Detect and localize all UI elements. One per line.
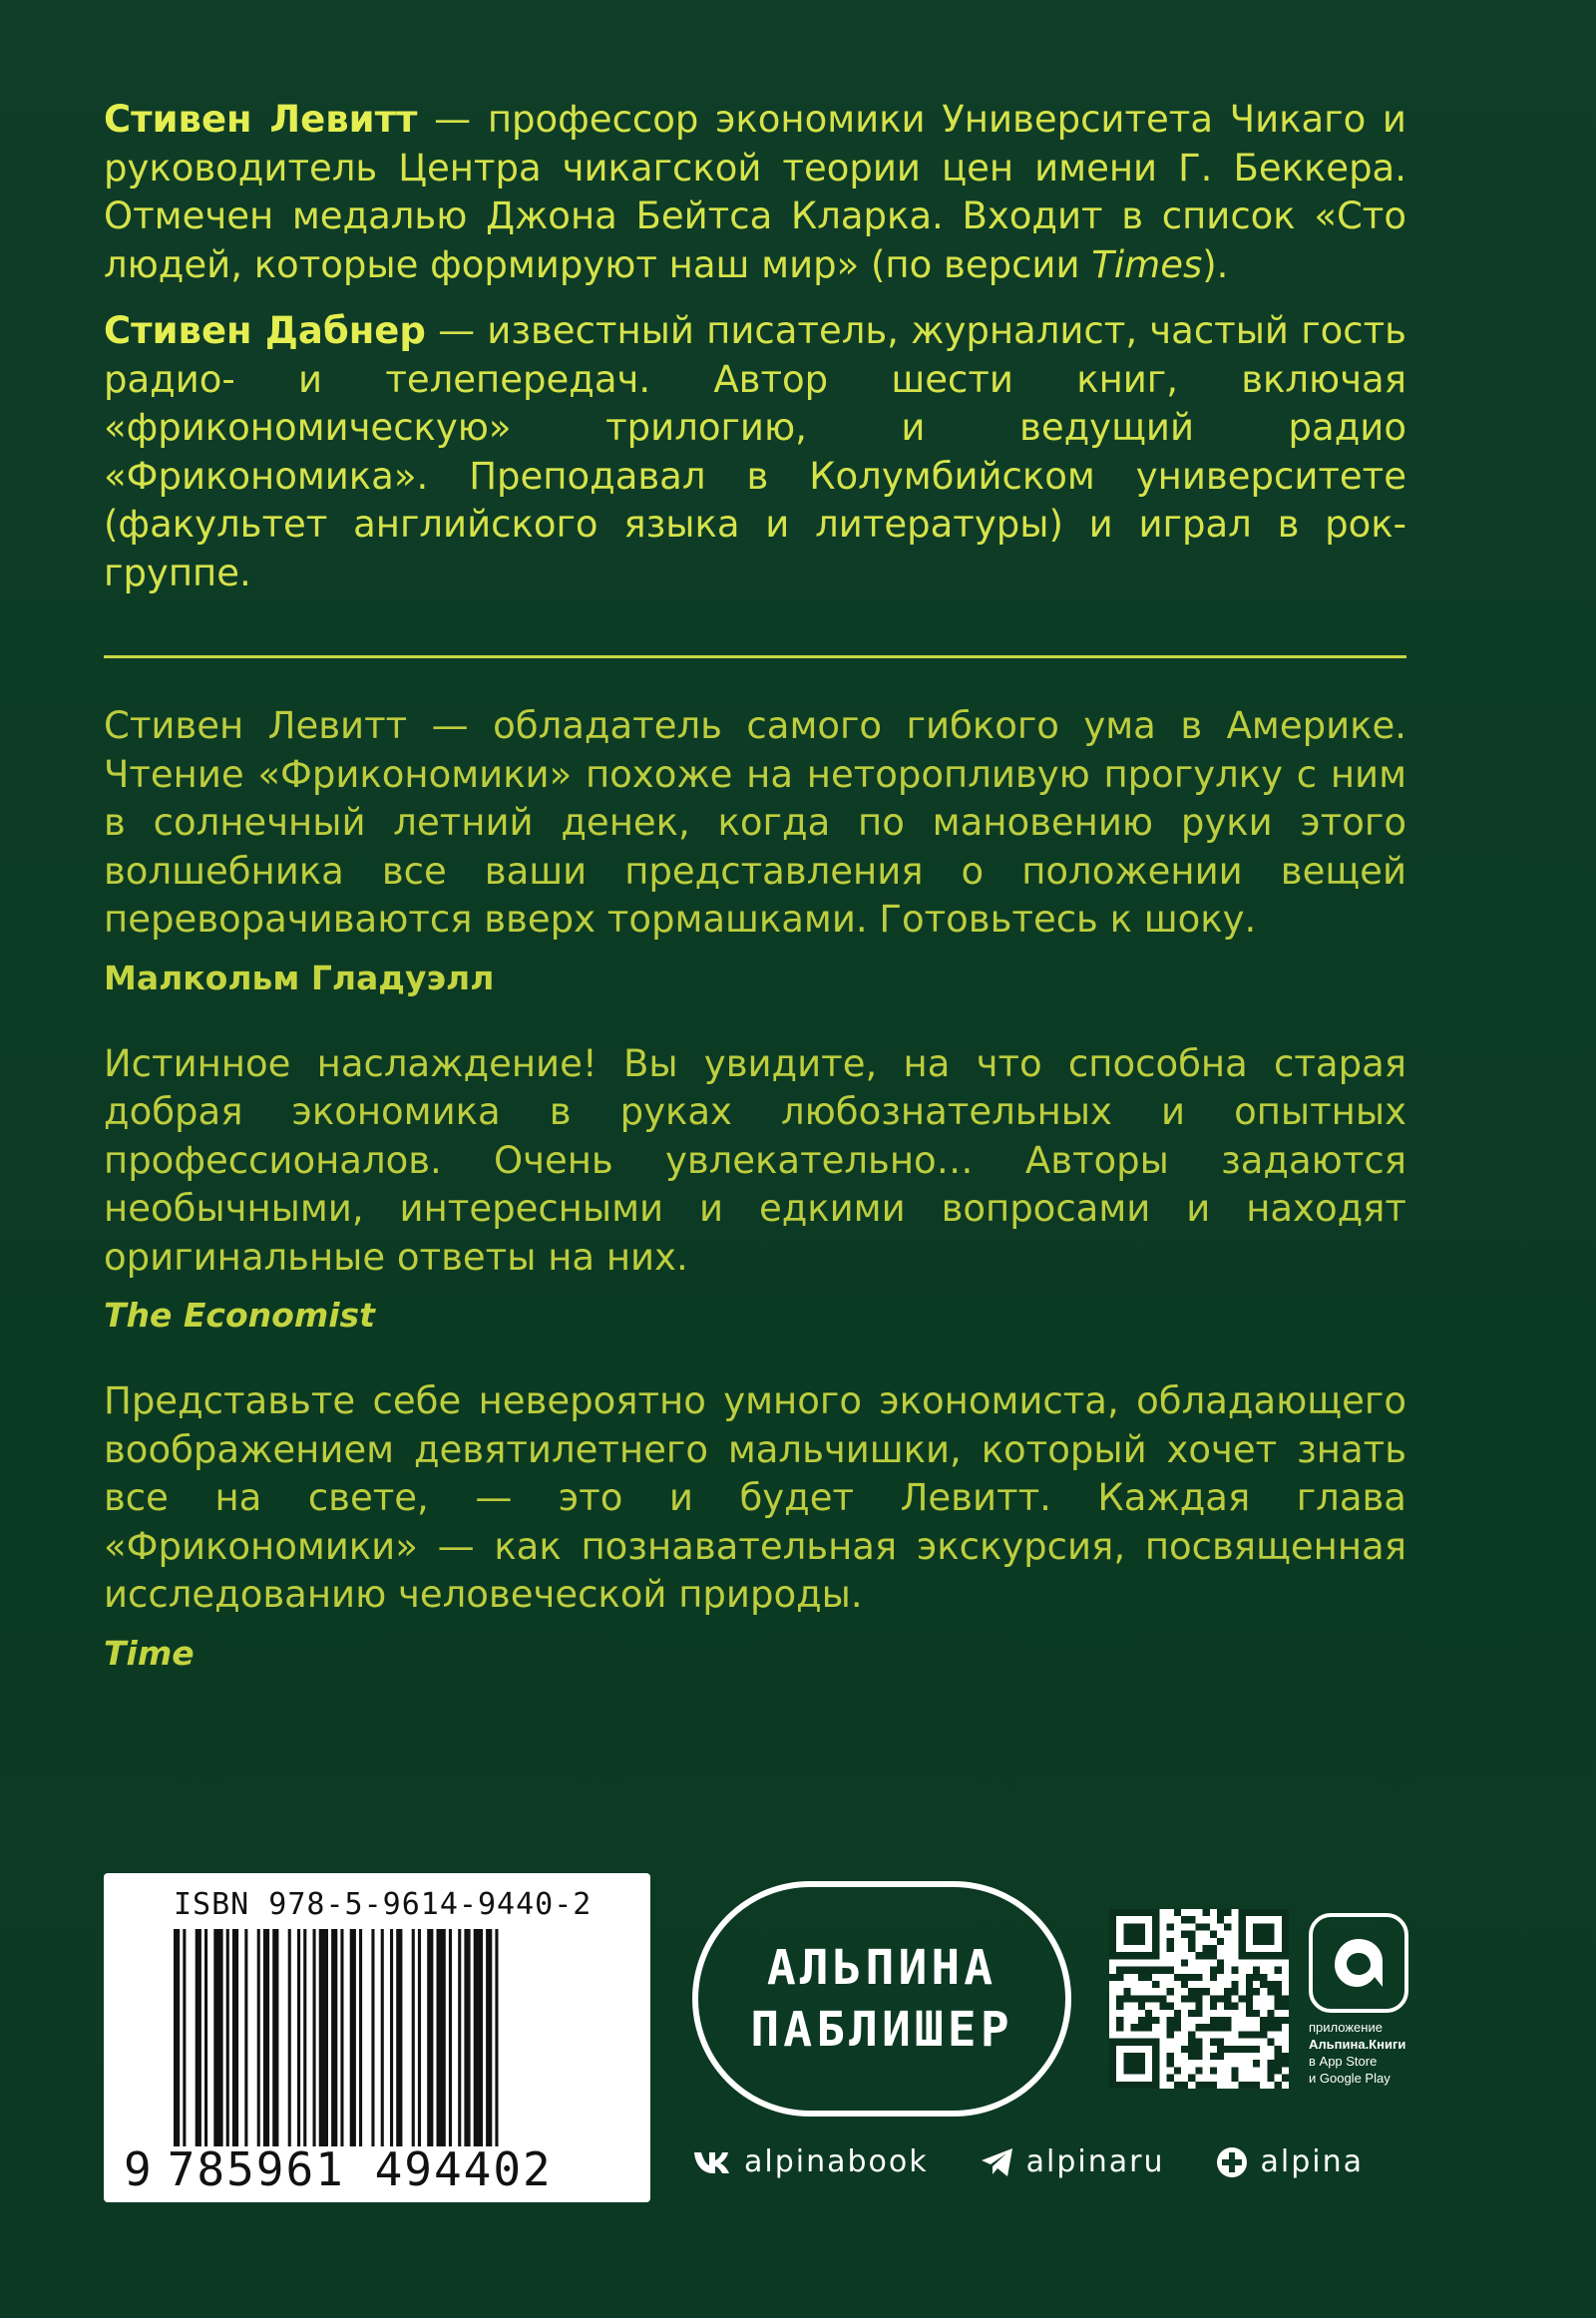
social-vk-label: alpinabook — [744, 2144, 929, 2179]
qr-module — [1138, 2017, 1145, 2024]
qr-module — [1138, 1967, 1145, 1974]
qr-code — [1109, 1909, 1289, 2089]
qr-module — [1217, 1995, 1224, 2002]
qr-module — [1210, 2053, 1217, 2060]
qr-module — [1267, 2067, 1274, 2074]
plus-circle-icon — [1216, 2146, 1248, 2178]
qr-module — [1145, 2017, 1152, 2024]
barcode-bar — [458, 1929, 461, 2146]
qr-module — [1217, 1967, 1224, 1974]
qr-module — [1282, 2053, 1289, 2060]
alpina-app-icon — [1327, 1931, 1391, 1995]
qr-module — [1195, 2046, 1202, 2053]
app-caption-line2: Альпина.Книги — [1309, 2037, 1406, 2052]
qr-module — [1152, 1967, 1159, 1974]
qr-module — [1188, 2053, 1195, 2060]
qr-module — [1275, 2053, 1282, 2060]
qr-module — [1174, 1909, 1181, 1916]
qr-module — [1210, 2024, 1217, 2031]
app-logo-icon — [1309, 1913, 1408, 2013]
quote-source-time: Time — [104, 1633, 195, 1673]
qr-module — [1253, 1988, 1260, 1995]
qr-module — [1260, 2017, 1267, 2024]
qr-module — [1116, 1995, 1123, 2002]
barcode-bar — [437, 1929, 446, 2146]
qr-module — [1188, 1995, 1195, 2002]
qr-module — [1195, 2067, 1202, 2074]
qr-module — [1188, 2039, 1195, 2046]
qr-module — [1188, 1945, 1195, 1952]
quote-gladwell: Стивен Левитт — обладатель самого гибкого ума в Америке. Чтение «Фрикономики» похоже на неторопливую прогулку с ним в солнечный летний денек, когда по мановению руки этого волшебника все ваши представления о положении вещей переворачиваются вверх тормашками. Готовьтесь к шоку. — [104, 704, 1406, 941]
qr-module — [1188, 2075, 1195, 2082]
bio-levitt-tail: ). — [1202, 242, 1229, 286]
qr-module — [1174, 2082, 1181, 2089]
qr-module — [1131, 1967, 1138, 1974]
ean-lead-digit: 9 — [124, 2142, 154, 2196]
qr-module — [1253, 1967, 1260, 1974]
qr-module — [1231, 1988, 1238, 1995]
barcode-bar — [418, 1929, 421, 2146]
barcode-bar — [174, 1929, 180, 2146]
barcode-bar — [313, 1929, 316, 2146]
qr-module — [1253, 1974, 1260, 1981]
qr-module — [1260, 1981, 1267, 1988]
qr-module — [1145, 2024, 1152, 2031]
qr-module — [1239, 2082, 1246, 2089]
qr-module — [1217, 1959, 1224, 1966]
qr-module — [1267, 2024, 1274, 2031]
bio-dubner — [104, 307, 1406, 597]
ean-number: 785961 494402 — [167, 2142, 553, 2196]
qr-module — [1145, 1967, 1152, 1974]
qr-module — [1267, 1988, 1274, 1995]
qr-module — [1188, 1988, 1195, 1995]
qr-module — [1217, 2017, 1224, 2024]
qr-module — [1123, 1967, 1130, 1974]
qr-module — [1217, 2024, 1224, 2031]
qr-module — [1246, 1988, 1253, 1995]
qr-module — [1217, 2046, 1224, 2053]
qr-module — [1275, 2060, 1282, 2067]
qr-module — [1159, 1995, 1166, 2002]
social-vk[interactable] — [692, 2144, 929, 2179]
quote-source-gladwell: Малкольм Гладуэлл — [104, 958, 495, 997]
qr-module — [1116, 1967, 1123, 1974]
qr-module — [1267, 2075, 1274, 2082]
qr-module — [1188, 2010, 1195, 2017]
qr-module — [1246, 2046, 1253, 2053]
barcode-bar — [371, 1929, 374, 2146]
qr-module — [1224, 2017, 1231, 2024]
qr-module — [1267, 2060, 1274, 2067]
barcode-bar — [412, 1929, 415, 2146]
qr-module — [1217, 1938, 1224, 1945]
qr-module — [1282, 2003, 1289, 2010]
barcode-bar — [359, 1929, 362, 2146]
barcode-bar — [244, 1929, 247, 2146]
qr-module — [1260, 1974, 1267, 1981]
qr-module — [1224, 1923, 1231, 1930]
telegram-icon — [981, 2147, 1014, 2177]
qr-module — [1203, 1909, 1210, 1916]
bio-levitt — [104, 96, 1406, 289]
qr-module — [1138, 2024, 1145, 2031]
social-telegram[interactable] — [981, 2144, 1165, 2179]
qr-module — [1231, 2046, 1238, 2053]
qr-module — [1123, 1923, 1145, 1945]
qr-module — [1246, 2082, 1253, 2089]
qr-module — [1224, 1995, 1231, 2002]
qr-module — [1246, 2031, 1253, 2038]
qr-module — [1282, 1995, 1289, 2002]
qr-module — [1203, 1923, 1210, 1930]
qr-module — [1210, 2003, 1217, 2010]
qr-module — [1224, 2046, 1231, 2053]
quote-time: Представьте себе невероятно умного экономиста, обладающего воображением девятилетнего мальчишки, который хочет знать все на свете, — это и будет Левитт. Каждая глава «Фрикономики» — как познавательная экскурсия, посвященная исследованию человеческой природы. — [104, 1379, 1406, 1616]
qr-module — [1131, 1995, 1138, 2002]
qr-module — [1181, 1959, 1188, 1966]
qr-module — [1167, 2053, 1174, 2060]
qr-module — [1167, 2075, 1174, 2082]
bio-levitt-text: — профессор экономики Университета Чикаго и руководитель Центра чикагской теории цен имени Г. Беккера. Отмечен медалью Джона Бейтса Кларка. Входит в список «Сто людей, которые формируют наш мир» (по версии — [104, 98, 1406, 286]
qr-module — [1195, 2082, 1202, 2089]
qr-module — [1159, 1967, 1166, 1974]
qr-module — [1231, 1967, 1238, 1974]
qr-module — [1181, 2046, 1188, 2053]
qr-module — [1267, 2010, 1274, 2017]
qr-module — [1167, 2024, 1174, 2031]
qr-module — [1217, 2039, 1224, 2046]
qr-module — [1210, 1995, 1217, 2002]
qr-module — [1195, 1988, 1202, 1995]
qr-module — [1167, 1967, 1174, 1974]
barcode-bar — [257, 1929, 260, 2146]
barcode-bar — [449, 1929, 452, 2146]
barcode-bar — [396, 1929, 402, 2146]
qr-module — [1260, 2031, 1267, 2038]
qr-module — [1195, 2039, 1202, 2046]
divider — [104, 655, 1406, 658]
barcode-bar — [232, 1929, 238, 2146]
qr-module — [1167, 1988, 1174, 1995]
barcode-bar — [331, 1929, 337, 2146]
barcode-bar — [303, 1929, 306, 2146]
qr-module — [1167, 1923, 1174, 1930]
app-caption-line4: и Google Play — [1309, 2071, 1391, 2086]
bio-dubner-name: Стивен Дабнер — [104, 309, 426, 352]
social-alpina-label: alpina — [1260, 2144, 1364, 2179]
social-alpina[interactable] — [1216, 2144, 1364, 2179]
qr-module — [1188, 1916, 1195, 1923]
qr-module — [1210, 2067, 1217, 2074]
barcode-bar — [381, 1929, 384, 2146]
barcode-bar — [427, 1929, 433, 2146]
publisher-line2: ПАБЛИШЕР — [750, 2002, 1013, 2058]
qr-module — [1224, 2024, 1231, 2031]
qr-module — [1138, 2003, 1145, 2010]
app-caption-line1: приложение — [1309, 2020, 1383, 2035]
qr-module — [1181, 1916, 1188, 1923]
barcode-bar — [319, 1929, 328, 2146]
qr-module — [1210, 1967, 1217, 1974]
qr-module — [1181, 1931, 1188, 1938]
barcode-bar — [226, 1929, 229, 2146]
qr-module — [1224, 1988, 1231, 1995]
qr-module — [1275, 2017, 1282, 2024]
qr-module — [1231, 2067, 1238, 2074]
qr-module — [1253, 2031, 1260, 2038]
qr-module — [1210, 1945, 1217, 1952]
barcode-bar — [263, 1929, 269, 2146]
qr-module — [1275, 2024, 1282, 2031]
qr-module — [1138, 1995, 1145, 2002]
qr-module — [1217, 1916, 1224, 1923]
barcode — [104, 1873, 650, 2202]
qr-module — [1203, 2082, 1210, 2089]
qr-module — [1210, 1931, 1217, 1938]
barcode-bar — [297, 1929, 300, 2146]
barcode-bar — [213, 1929, 222, 2146]
qr-module — [1145, 1995, 1152, 2002]
qr-module — [1224, 2003, 1231, 2010]
qr-module — [1152, 1981, 1159, 1988]
publisher-logo — [692, 1881, 1071, 2117]
qr-module — [1267, 2017, 1274, 2024]
qr-module — [1267, 1981, 1274, 1988]
qr-module — [1181, 1981, 1188, 1988]
qr-module — [1275, 2003, 1282, 2010]
bio-dubner-text: — известный писатель, журналист, частый гость радио- и телепередач. Автор шести книг, включая «фрикономическую» трилогию, и ведущий радио «Фрикономика». Преподавал в Колумбийском университете (факультет английского языка и литературы) и играл в рок-группе. — [104, 309, 1406, 594]
cover-text — [104, 96, 1406, 1674]
qr-module — [1282, 2075, 1289, 2082]
qr-module — [1167, 2003, 1174, 2010]
qr-module — [1195, 2003, 1202, 2010]
barcode-bar — [288, 1929, 291, 2146]
qr-module — [1109, 1974, 1116, 1981]
qr-module — [1203, 1952, 1210, 1959]
qr-module — [1239, 2031, 1246, 2038]
barcode-bar — [486, 1929, 492, 2146]
bio-levitt-name: Стивен Левитт — [104, 98, 418, 141]
qr-module — [1253, 2082, 1260, 2089]
barcode-bar — [204, 1929, 207, 2146]
qr-module — [1282, 2060, 1289, 2067]
barcode-bar — [390, 1929, 393, 2146]
qr-module — [1167, 1945, 1174, 1952]
qr-module — [1224, 1909, 1231, 1916]
qr-module — [1152, 2017, 1159, 2024]
qr-module — [1188, 2046, 1195, 2053]
qr-module — [1116, 2003, 1123, 2010]
ean-digits — [124, 2142, 553, 2196]
publisher-line1: АЛЬПИНА — [766, 1940, 998, 1996]
qr-module — [1260, 2024, 1267, 2031]
qr-module — [1181, 2082, 1188, 2089]
social-telegram-label: alpinaru — [1025, 2144, 1165, 2179]
barcode-bar — [196, 1929, 201, 2146]
qr-module — [1239, 1995, 1246, 2002]
qr-module — [1181, 1995, 1188, 2002]
isbn-label: ISBN 978-5-9614-9440-2 — [174, 1887, 593, 1922]
qr-module — [1152, 1995, 1159, 2002]
qr-module — [1253, 2046, 1260, 2053]
qr-module — [1145, 1974, 1152, 1981]
barcode-bar — [340, 1929, 343, 2146]
barcode-bar — [272, 1929, 278, 2146]
qr-module — [1167, 2031, 1174, 2038]
barcode-bar — [464, 1929, 470, 2146]
quote-economist: Истинное наслаждение! Вы увидите, на что способна старая добрая экономика в руках любознательных и опытных профессионалов. Очень увлекательно… Авторы задаются необычными, интересными и едкими вопросами и находят оригинальные ответы на них. — [104, 1041, 1406, 1279]
qr-module — [1195, 2053, 1202, 2060]
qr-module — [1217, 1909, 1224, 1916]
qr-module — [1253, 1923, 1275, 1945]
qr-module — [1138, 1974, 1145, 1981]
barcode-bar — [183, 1929, 186, 2146]
qr-module — [1210, 2017, 1217, 2024]
qr-module — [1174, 2067, 1181, 2074]
qr-module — [1116, 2017, 1123, 2024]
barcode-bar — [495, 1929, 498, 2146]
qr-module — [1203, 2024, 1210, 2031]
barcode-bar — [350, 1929, 356, 2146]
qr-module — [1123, 1995, 1130, 2002]
quote-source-economist: The Economist — [104, 1296, 375, 1335]
qr-module — [1131, 2024, 1138, 2031]
qr-module — [1116, 2024, 1123, 2031]
barcode-bar — [474, 1929, 483, 2146]
qr-module — [1275, 2046, 1282, 2053]
qr-module — [1188, 2031, 1195, 2038]
qr-module — [1188, 1931, 1195, 1938]
qr-module — [1203, 1988, 1210, 1995]
qr-module — [1210, 1952, 1217, 1959]
qr-module — [1246, 1974, 1253, 1981]
qr-module — [1253, 2010, 1260, 2017]
qr-module — [1123, 2053, 1145, 2075]
qr-module — [1210, 2039, 1217, 2046]
qr-module — [1123, 1988, 1130, 1995]
qr-module — [1231, 1981, 1238, 1988]
bio-levitt-times: Times — [1091, 242, 1203, 286]
qr-module — [1239, 2046, 1246, 2053]
vk-icon — [692, 2149, 732, 2175]
qr-module — [1188, 1974, 1195, 1981]
qr-module — [1282, 2017, 1289, 2024]
qr-module — [1174, 1974, 1181, 1981]
qr-module — [1145, 2010, 1152, 2017]
qr-module — [1174, 2024, 1181, 2031]
qr-module — [1217, 2053, 1224, 2060]
qr-module — [1210, 2082, 1217, 2089]
qr-module — [1275, 2067, 1282, 2074]
qr-module — [1195, 2010, 1202, 2017]
qr-module — [1210, 1974, 1217, 1981]
qr-module — [1195, 1923, 1202, 1930]
app-caption — [1309, 2019, 1448, 2087]
qr-module — [1116, 1974, 1123, 1981]
qr-module — [1231, 2075, 1238, 2082]
qr-module — [1275, 1995, 1282, 2002]
qr-module — [1195, 1952, 1202, 1959]
qr-module — [1246, 2010, 1253, 2017]
qr-module — [1167, 2060, 1174, 2067]
qr-module — [1275, 1967, 1282, 1974]
qr-module — [1159, 2003, 1166, 2010]
qr-module — [1195, 1974, 1202, 1981]
qr-module — [1195, 1995, 1202, 2002]
qr-module — [1203, 1945, 1210, 1952]
qr-module — [1246, 2003, 1253, 2010]
qr-module — [1253, 2060, 1260, 2067]
qr-module — [1174, 2010, 1181, 2017]
qr-module — [1275, 1981, 1282, 1988]
qr-module — [1275, 2082, 1282, 2089]
app-caption-line3: в App Store — [1309, 2054, 1378, 2069]
qr-module — [1246, 1995, 1253, 2002]
qr-module — [1231, 2003, 1238, 2010]
qr-module — [1188, 1938, 1195, 1945]
qr-module — [1195, 2024, 1202, 2031]
qr-module — [1246, 1981, 1253, 1988]
qr-module — [1174, 2017, 1181, 2024]
qr-module — [1167, 2017, 1174, 2024]
qr-module — [1181, 1974, 1188, 1981]
barcode-bars — [174, 1929, 622, 2146]
qr-module — [1267, 2039, 1274, 2046]
qr-module — [1275, 1988, 1282, 1995]
social-links — [692, 2144, 1364, 2179]
qr-module — [1167, 1938, 1174, 1945]
